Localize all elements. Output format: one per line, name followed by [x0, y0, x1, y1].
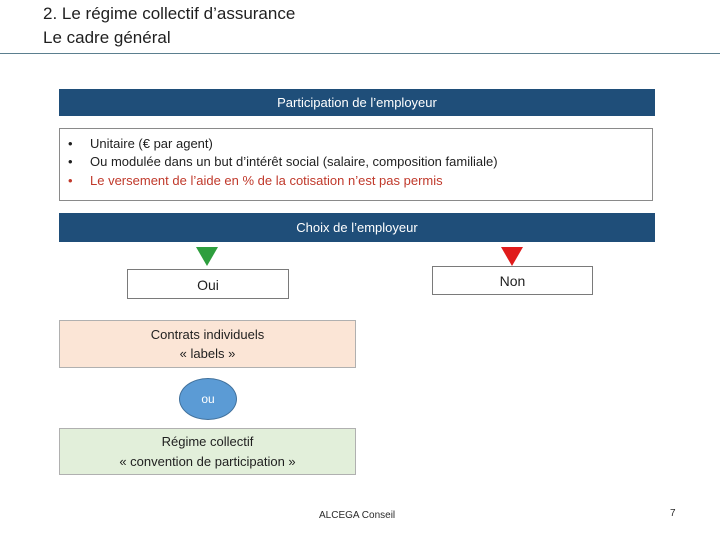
slide-title: 2. Le régime collectif d’assurance	[43, 4, 296, 23]
title-divider	[0, 53, 720, 54]
participation-bullet-list	[59, 128, 653, 201]
bullet-item-highlight	[68, 173, 443, 189]
bullet-text: Le versement de l’aide en % de la cotisation n’est pas permis	[90, 173, 443, 188]
ou-label: ou	[201, 392, 215, 406]
non-label: Non	[499, 273, 526, 289]
contrats-individuels-box	[59, 320, 356, 368]
contrats-line1: Contrats individuels	[150, 327, 265, 342]
contrats-line2: « labels »	[179, 346, 236, 361]
regime-line1: Régime collectif	[161, 433, 254, 449]
oui-label: Oui	[197, 277, 219, 293]
bullet-icon: •	[68, 173, 73, 188]
bullet-item	[68, 136, 213, 152]
bullet-icon: •	[68, 154, 73, 169]
red-down-triangle-icon	[501, 247, 523, 266]
footer-company: ALCEGA Conseil	[319, 510, 396, 521]
non-box	[432, 266, 593, 295]
bullet-icon: •	[68, 136, 73, 151]
green-down-triangle-icon	[196, 247, 218, 266]
bullet-item	[68, 154, 498, 170]
regime-collectif-box	[59, 428, 356, 475]
choix-header-label: Choix de l’employeur	[296, 220, 418, 235]
bullet-text: Ou modulée dans un but d’intérêt social (salaire, composition familiale)	[90, 154, 498, 169]
page-number: 7	[670, 508, 676, 519]
participation-header	[59, 89, 655, 116]
ou-circle	[179, 378, 237, 420]
slide-subtitle: Le cadre général	[43, 28, 171, 47]
participation-header-label: Participation de l’employeur	[277, 95, 437, 110]
regime-line2: « convention de participation »	[119, 453, 296, 469]
oui-box	[127, 269, 289, 299]
choix-header	[59, 213, 655, 242]
bullet-text: Unitaire (€ par agent)	[90, 136, 213, 151]
